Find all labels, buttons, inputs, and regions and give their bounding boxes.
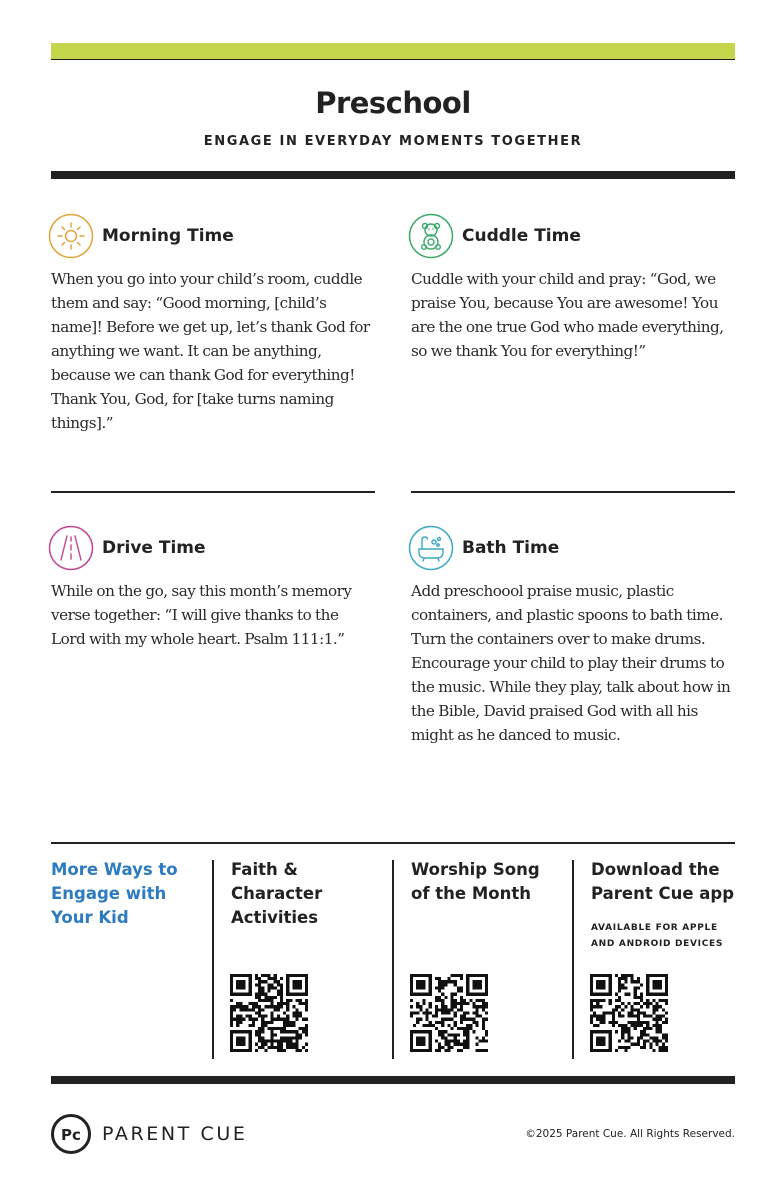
section-title: Bath Time bbox=[462, 538, 560, 558]
header-divider bbox=[51, 171, 735, 179]
copyright-notice: ©2025 Parent Cue. All Rights Reserved. bbox=[525, 1128, 735, 1140]
section-morning-time bbox=[48, 213, 373, 435]
page-subtitle: ENGAGE IN EVERYDAY MOMENTS TOGETHER bbox=[203, 134, 583, 149]
section-body: Cuddle with your child and pray: “God, we praise You, because You are awesome! You are the one true God who made everything, so we thank You for everything!” bbox=[411, 270, 724, 360]
parent-cue-logo-mark bbox=[51, 1114, 91, 1154]
svg-text:Pc: Pc bbox=[61, 1126, 81, 1144]
section-drive-time bbox=[48, 525, 373, 651]
section-body: Add preschoool praise music, plastic containers, and plastic spoons to bath time. Turn the containers over to make drums. Encourage your child to play their drums to the music. While they play, talk about how in the Bible, David praised God with all his might as he danced to music. bbox=[411, 582, 731, 744]
sun-icon bbox=[48, 213, 94, 259]
column-divider bbox=[392, 860, 394, 1059]
section-title: Cuddle Time bbox=[462, 226, 581, 246]
teddy-bear-icon bbox=[408, 213, 454, 259]
column-divider bbox=[212, 860, 214, 1059]
section-title: Drive Time bbox=[102, 538, 206, 558]
top-accent-bar bbox=[51, 43, 735, 60]
download-app-qr-code[interactable] bbox=[590, 974, 668, 1052]
worship-song-title: Worship Song of the Month bbox=[411, 860, 540, 903]
road-icon bbox=[48, 525, 94, 571]
download-app-title: Download the Parent Cue app bbox=[591, 860, 735, 903]
page-title: Preschool bbox=[315, 86, 471, 120]
section-divider bbox=[51, 491, 375, 493]
availability-note: AVAILABLE FOR APPLE AND ANDROID DEVICES bbox=[591, 923, 724, 949]
footer-divider bbox=[51, 1076, 735, 1084]
footer-top-divider bbox=[51, 842, 735, 844]
bathtub-icon bbox=[408, 525, 454, 571]
section-cuddle-time bbox=[408, 213, 733, 363]
faith-activities-title: Faith & Character Activities bbox=[231, 860, 323, 927]
section-title: Morning Time bbox=[102, 226, 234, 246]
worship-song-qr-code[interactable] bbox=[410, 974, 488, 1052]
brand-name: PARENT CUE bbox=[102, 1123, 248, 1145]
faith-activities-qr-code[interactable] bbox=[230, 974, 308, 1052]
section-bath-time bbox=[408, 525, 733, 747]
section-body: While on the go, say this month’s memory verse together: “I will give thanks to the Lord with my whole heart. Psalm 111:1.” bbox=[51, 582, 352, 648]
section-divider bbox=[411, 491, 735, 493]
parent-cue-logo bbox=[51, 1114, 247, 1154]
more-ways-heading: More Ways to Engage with Your Kid bbox=[51, 860, 178, 927]
section-body: When you go into your child’s room, cuddle them and say: “Good morning, [child’s name]! Before we get up, let’s thank God for anything we want. It can be anything, because we can thank God for everything! Thank You, God, for [take turns naming things].” bbox=[51, 270, 370, 432]
column-divider bbox=[572, 860, 574, 1059]
